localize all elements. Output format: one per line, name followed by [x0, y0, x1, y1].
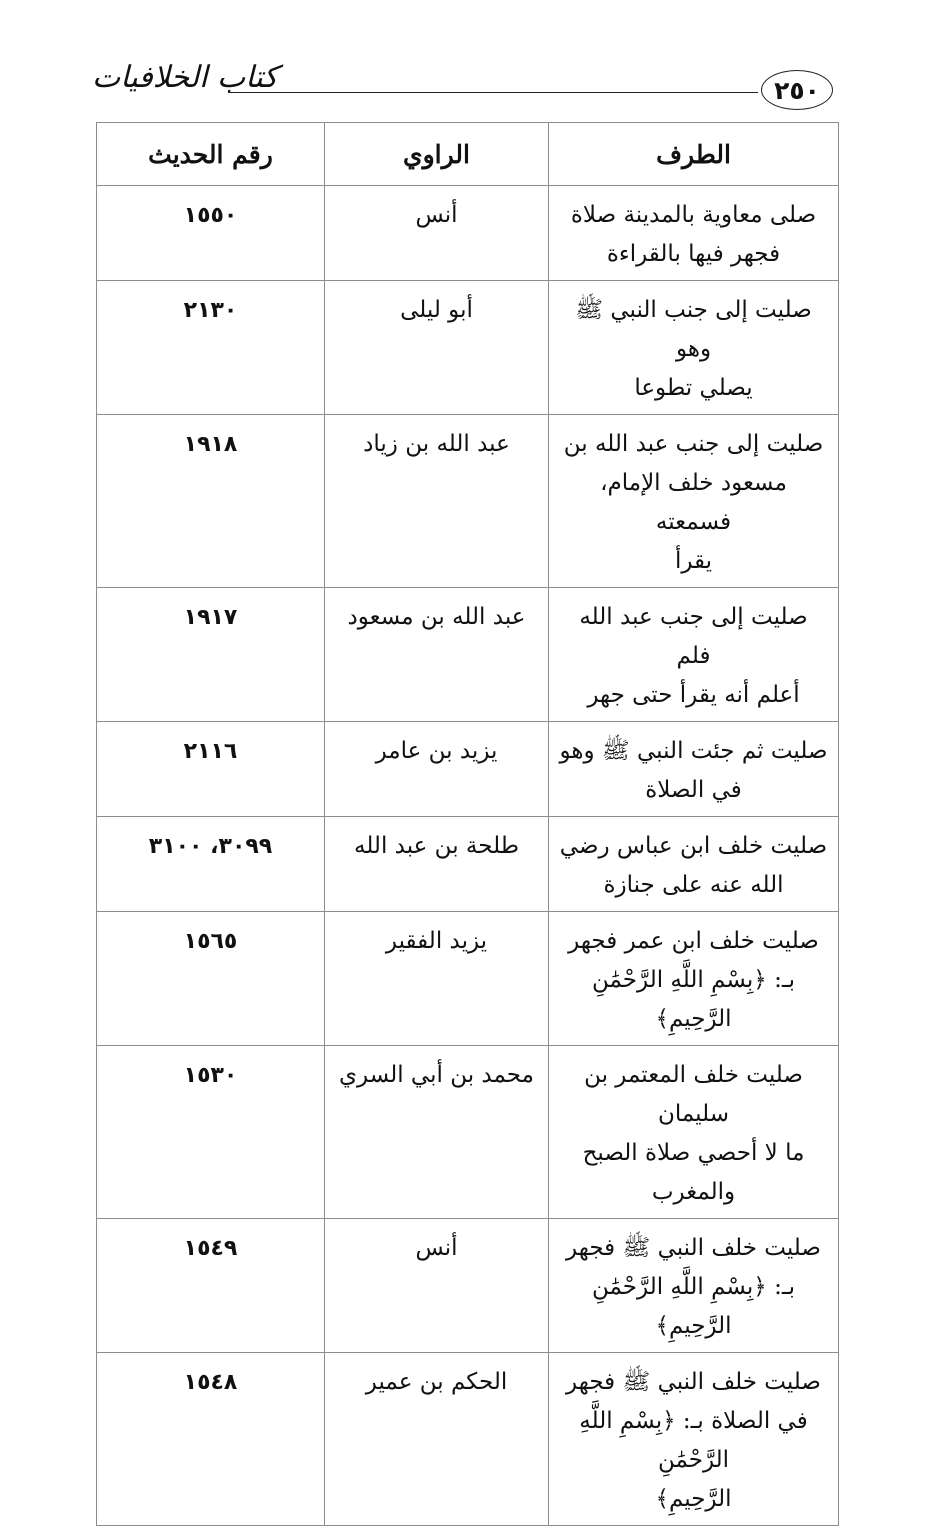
cell-rawi: عبد الله بن زياد	[325, 415, 549, 588]
tarf-line: صليت إلى جنب عبد الله فلم	[579, 604, 808, 669]
cell-rawi: أبو ليلى	[325, 281, 549, 415]
cell-tarf	[549, 415, 839, 588]
hadith-index-table	[96, 122, 839, 1526]
cell-tarf	[549, 281, 839, 415]
tarf-line: الرَّحِيمِ﴾	[655, 1486, 732, 1512]
table-row	[97, 1353, 839, 1526]
tarf-line: صليت إلى جنب النبي ﷺ وهو	[575, 297, 812, 362]
cell-tarf	[549, 186, 839, 281]
cell-tarf	[549, 912, 839, 1046]
tarf-line: صليت ثم جئت النبي ﷺ وهو	[559, 738, 828, 764]
cell-hadith-number: ١٥٣٠	[97, 1046, 325, 1219]
tarf-line: فجهر فيها بالقراءة	[606, 241, 781, 267]
tarf-line: صلى معاوية بالمدينة صلاة	[570, 202, 817, 228]
table-row	[97, 186, 839, 281]
tarf-line: صليت إلى جنب عبد الله بن	[563, 431, 824, 457]
table-row	[97, 912, 839, 1046]
cell-tarf	[549, 588, 839, 722]
cell-tarf	[549, 1219, 839, 1353]
tarf-line: بـ: ﴿بِسْمِ اللَّهِ الرَّحْمَٰنِ الرَّحِيمِ﴾	[592, 1274, 795, 1339]
column-header-tarf: الطرف	[549, 123, 839, 186]
cell-rawi: الحكم بن عمير	[325, 1353, 549, 1526]
tarf-line: صليت خلف النبي ﷺ فجهر	[566, 1369, 821, 1395]
tarf-line: بـ: ﴿بِسْمِ اللَّهِ الرَّحْمَٰنِ الرَّحِيمِ﴾	[592, 967, 795, 1032]
table-row	[97, 588, 839, 722]
page-number: ٢٥٠	[761, 70, 833, 110]
running-header	[86, 58, 840, 112]
tarf-line: صليت خلف النبي ﷺ فجهر	[566, 1235, 821, 1261]
table-row	[97, 722, 839, 817]
cell-rawi: يزيد الفقير	[325, 912, 549, 1046]
cell-hadith-number: ١٥٤٨	[97, 1353, 325, 1526]
cell-tarf	[549, 1353, 839, 1526]
table-row	[97, 1219, 839, 1353]
tarf-line: مسعود خلف الإمام، فسمعته	[600, 470, 787, 535]
table-header-row	[97, 123, 839, 186]
cell-rawi: محمد بن أبي السري	[325, 1046, 549, 1219]
cell-hadith-number: ١٩١٨	[97, 415, 325, 588]
tarf-line: يصلي تطوعا	[634, 375, 753, 401]
cell-hadith-number: ٢١١٦	[97, 722, 325, 817]
table-row	[97, 1046, 839, 1219]
tarf-line: أعلم أنه يقرأ حتى جهر	[587, 682, 800, 708]
tarf-line: في الصلاة	[645, 777, 742, 803]
tarf-line: صليت خلف ابن عباس رضي	[559, 833, 828, 859]
tarf-line: يقرأ	[674, 548, 713, 574]
cell-rawi: طلحة بن عبد الله	[325, 817, 549, 912]
cell-tarf	[549, 1046, 839, 1219]
cell-rawi: أنس	[325, 1219, 549, 1353]
tarf-line: صليت خلف ابن عمر فجهر	[568, 928, 819, 954]
cell-hadith-number: ١٩١٧	[97, 588, 325, 722]
cell-tarf	[549, 722, 839, 817]
cell-rawi: عبد الله بن مسعود	[325, 588, 549, 722]
table-row	[97, 817, 839, 912]
cell-rawi: يزيد بن عامر	[325, 722, 549, 817]
column-header-number: رقم الحديث	[97, 123, 325, 186]
cell-hadith-number: ١٥٦٥	[97, 912, 325, 1046]
tarf-line: والمغرب	[651, 1179, 736, 1205]
book-title: كتاب الخلافيات	[92, 60, 278, 95]
header-rule	[228, 92, 758, 93]
cell-hadith-number: ١٥٥٠	[97, 186, 325, 281]
cell-rawi: أنس	[325, 186, 549, 281]
cell-hadith-number: ٣٠٩٩، ٣١٠٠	[97, 817, 325, 912]
column-header-rawi: الراوي	[325, 123, 549, 186]
table-row	[97, 415, 839, 588]
tarf-line: الله عنه على جنازة	[603, 872, 784, 898]
cell-tarf	[549, 817, 839, 912]
cell-hadith-number: ٢١٣٠	[97, 281, 325, 415]
tarf-line: صليت خلف المعتمر بن سليمان	[584, 1062, 803, 1127]
table-row	[97, 281, 839, 415]
tarf-line: في الصلاة بـ: ﴿بِسْمِ اللَّهِ الرَّحْمَٰنِ	[579, 1408, 808, 1473]
tarf-line: ما لا أحصي صلاة الصبح	[582, 1140, 805, 1166]
cell-hadith-number: ١٥٤٩	[97, 1219, 325, 1353]
